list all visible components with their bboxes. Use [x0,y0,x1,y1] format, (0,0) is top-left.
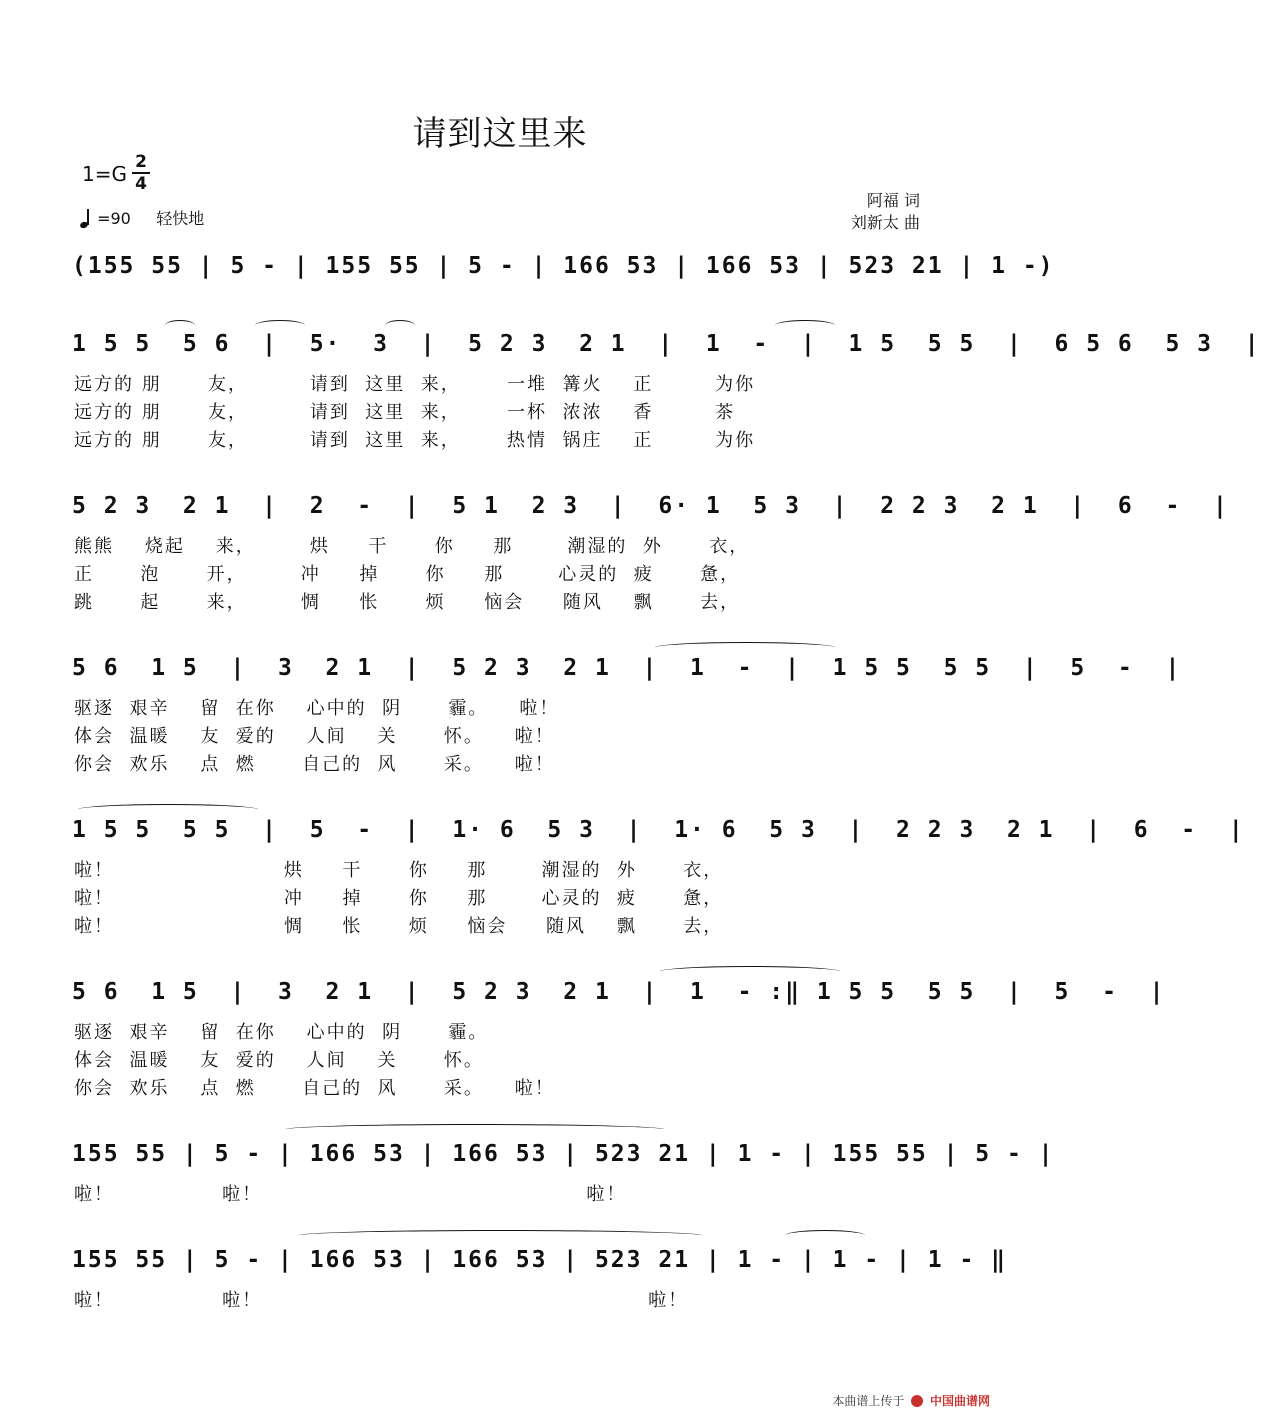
slur-mark [165,320,195,331]
lyric-line: 你会 欢乐 点 燃 自己的 风 采。 啦！ [74,754,555,775]
tempo-marking [80,206,204,229]
footer-credit [832,1392,990,1409]
lyric-line: 你会 欢乐 点 燃 自己的 风 采。 啦！ [74,1078,555,1099]
lyric-line: 啦！ 惆 怅 烦 恼会 随风 飘 去， [74,916,724,937]
lyric-line: 体会 温暖 友 爱的 人间 关 怀。 啦！ [74,726,555,747]
notation-text: 155 55 | 5 - | 166 53 | 166 53 | 523 21 | 1 - | 1 - | 1 - ‖ [72,1247,1007,1273]
lyric-line: 驱逐 艰辛 留 在你 心中的 阴 霾。 啦！ [74,698,560,719]
notation-text: 1 5 5 5 6 | 5· 3 | 5 2 3 2 1 | 1 - | 1 5 5 5 | 6 5 6 5 3 | [72,331,1261,357]
site-logo-icon [911,1395,923,1407]
song-title: 请到这里来 [412,114,588,154]
footer-text: 本曲谱上传于 [832,1394,905,1408]
time-signature [132,153,150,193]
staff-line-2 [72,484,1229,528]
key-signature: 1=G [82,162,127,186]
lyric-line: 体会 温暖 友 爱的 人间 关 怀。 [74,1050,484,1071]
staff-line-7 [72,1238,1007,1282]
lyric-line: 啦！ 冲 掉 你 那 心灵的 疲 惫， [74,888,724,909]
lyric-line: 驱逐 艰辛 留 在你 心中的 阴 霾。 [74,1022,489,1043]
slur-mark [298,1230,703,1241]
staff-line-6 [72,1132,1055,1176]
slur-mark [660,966,840,977]
lyric-line: 啦！ 啦！ 啦！ [74,1290,689,1311]
notation-text: 5 2 3 2 1 | 2 - | 5 1 2 3 | 6· 1 5 3 | 2 2 3 2 1 | 6 - | [72,493,1229,519]
composer-credit: 刘新太 曲 [850,213,920,232]
tempo-value: =90 [97,209,131,228]
lyric-line: 跳 起 来， 惆 怅 烦 恼会 随风 飘 去， [74,592,741,613]
lyricist-credit: 阿福 词 [866,191,920,210]
time-sig-bottom: 4 [135,174,147,194]
lyric-line: 啦！ 啦！ 啦！ [74,1184,627,1205]
slur-mark [285,1124,665,1135]
lyric-line: 啦！ 烘 干 你 那 潮湿的 外 衣， [74,860,724,881]
lyric-line: 远方的 朋 友， 请到 这里 来， 热情 锅庄 正 为你 [74,430,756,451]
time-sig-top: 2 [135,152,147,172]
notation-text: 5 6 1 5 | 3 2 1 | 5 2 3 2 1 | 1 - | 1 5 5 5 5 | 5 - | [72,655,1182,681]
notation-text: 1 5 5 5 5 | 5 - | 1· 6 5 3 | 1· 6 5 3 | 2 2 3 2 1 | 6 - | [72,817,1245,843]
lyric-line: 熊熊 烧起 来， 烘 干 你 那 潮湿的 外 衣， [74,536,750,557]
tempo-expression: 轻快地 [156,209,205,228]
notation-text: 155 55 | 5 - | 166 53 | 166 53 | 523 21 | 1 - | 155 55 | 5 - | [72,1141,1055,1167]
slur-mark [785,1230,865,1241]
lyric-line: 远方的 朋 友， 请到 这里 来， 一杯 浓浓 香 茶 [74,402,736,423]
slur-mark [775,320,835,331]
slur-mark [78,804,258,815]
notation-text: (155 55 | 5 - | 155 55 | 5 - | 166 53 | 166 53 | 523 21 | 1 -) [72,253,1055,279]
quarter-note-icon [80,208,92,228]
slur-mark [255,320,305,331]
lyric-line: 正 泡 开， 冲 掉 你 那 心灵的 疲 惫， [74,564,741,585]
slur-mark [385,320,415,331]
site-brand[interactable]: 中国曲谱网 [929,1394,990,1408]
staff-line-intro [72,244,1055,288]
notation-text: 5 6 1 5 | 3 2 1 | 5 2 3 2 1 | 1 - :‖ 1 5 5 5 5 | 5 - | [72,979,1166,1005]
lyric-line: 远方的 朋 友， 请到 这里 来， 一堆 篝火 正 为你 [74,374,756,395]
slur-mark [655,642,835,653]
